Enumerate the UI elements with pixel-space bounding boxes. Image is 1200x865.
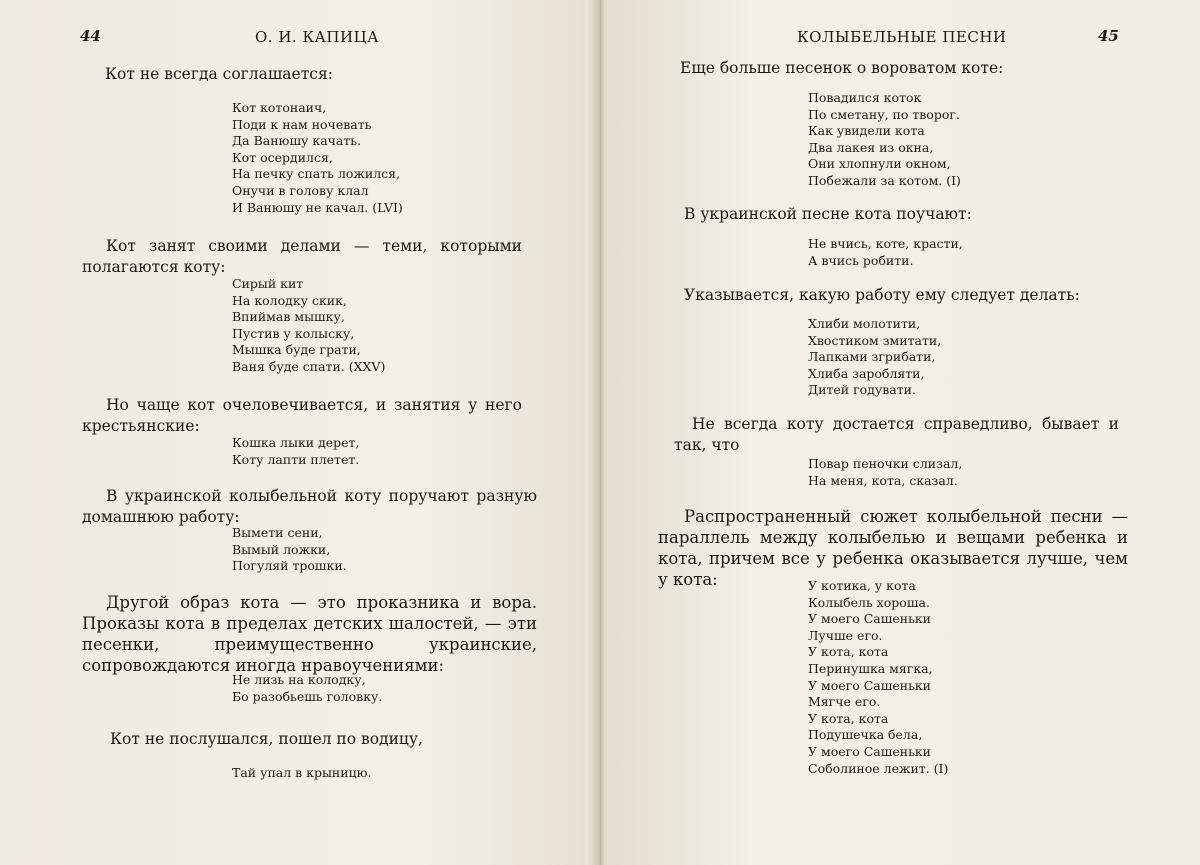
verse-line: Хвостиком змитати, bbox=[808, 332, 942, 348]
verse-line: И Ванюшу не качал. (LVI) bbox=[232, 199, 403, 215]
verse-line: Мягче его. bbox=[808, 694, 881, 710]
verse-line: На печку спать ложился, bbox=[232, 166, 401, 182]
verse-line: Колыбель хороша. bbox=[808, 594, 930, 610]
verse-line: Вымети сени, bbox=[232, 525, 323, 540]
verse-line: Побежали за котом. (I) bbox=[808, 172, 961, 188]
verse-line: Повар пеночки слизал, bbox=[808, 456, 963, 471]
verse-line: Кот котонаич, bbox=[232, 100, 327, 115]
left-paragraph-5: Другой образ кота — это проказника и вора. Проказы кота в пределах детских шалостей, — эти песенки, преимущественно украинские, сопровождаются иногда нравоучениями: bbox=[82, 593, 537, 675]
left-paragraph-6: Кот не послушался, пошел по водицу, bbox=[110, 730, 423, 748]
left-verse-5 bbox=[232, 672, 382, 705]
verse-line: Мышка буде грати, bbox=[232, 342, 361, 358]
verse-line: По сметану, по творог. bbox=[808, 106, 960, 122]
verse-line: Онучи в голову клал bbox=[232, 182, 369, 198]
right-verse-1 bbox=[808, 90, 961, 190]
verse-line: Коту лапти плетет. bbox=[232, 451, 360, 467]
verse-line: Как увидели кота bbox=[808, 123, 925, 139]
verse-line: Тай упал в крыницю. bbox=[232, 765, 372, 780]
verse-line: А вчись робити. bbox=[808, 252, 914, 268]
right-paragraph-5: Распространенный сюжет колыбельной песни — параллель между колыбелью и вещами ребенка и кота, причем все у ребенка оказывается лучше, чем у кота: bbox=[658, 507, 1128, 589]
verse-line: У кота, кота bbox=[808, 644, 889, 660]
right-page bbox=[604, 0, 1200, 865]
right-page-number: 45 bbox=[1098, 27, 1119, 45]
right-verse-4 bbox=[808, 456, 962, 489]
right-verse-5 bbox=[808, 578, 948, 777]
verse-line: Сирый кит bbox=[232, 276, 304, 291]
verse-line: Впиймав мышку, bbox=[232, 309, 345, 325]
verse-line: Кошка лыки дерет, bbox=[232, 435, 360, 450]
verse-line: На колодку скик, bbox=[232, 292, 347, 308]
verse-line: У моего Сашеньки bbox=[808, 611, 932, 627]
verse-line: Не вчись, коте, красти, bbox=[808, 236, 963, 251]
verse-line: Лучше его. bbox=[808, 627, 883, 643]
right-paragraph-4: Не всегда коту достается справедливо, бывает и так, что bbox=[674, 415, 1119, 454]
right-verse-3 bbox=[808, 316, 941, 399]
left-paragraph-2: Кот занят своими делами — теми, которыми полагаются коту: bbox=[82, 237, 522, 276]
left-page bbox=[0, 0, 596, 865]
left-page-number: 44 bbox=[80, 27, 101, 45]
right-paragraph-1: Еще больше песенок о вороватом коте: bbox=[680, 59, 1004, 77]
verse-line: У котика, у кота bbox=[808, 578, 916, 593]
verse-line: Дитей годувати. bbox=[808, 382, 916, 398]
verse-line: У моего Сашеньки bbox=[808, 743, 932, 759]
verse-line: У моего Сашеньки bbox=[808, 677, 932, 693]
left-verse-2 bbox=[232, 276, 385, 376]
verse-line: Перинушка мягка, bbox=[808, 660, 933, 676]
verse-line: Они хлопнули окном, bbox=[808, 156, 951, 172]
verse-line: Погуляй трошки. bbox=[232, 558, 347, 574]
verse-line: Да Ванюшу качать. bbox=[232, 133, 362, 149]
verse-line: Кот осердился, bbox=[232, 149, 333, 165]
verse-line: Хлиба заробляти, bbox=[808, 365, 925, 381]
verse-line: Подушечка бела, bbox=[808, 727, 923, 743]
verse-line: Пустив у колыску, bbox=[232, 325, 355, 341]
left-verse-1 bbox=[232, 100, 403, 216]
verse-line: Вымый ложки, bbox=[232, 541, 331, 557]
left-verse-3 bbox=[232, 435, 359, 468]
verse-line: Ваня буде спати. (XXV) bbox=[232, 358, 386, 374]
left-paragraph-1: Кот не всегда соглашается: bbox=[105, 65, 333, 83]
right-running-head: КОЛЫБЕЛЬНЫЕ ПЕСНИ bbox=[797, 28, 1007, 46]
verse-line: Поди к нам ночевать bbox=[232, 116, 372, 132]
verse-line: Лапками згрибати, bbox=[808, 349, 936, 365]
left-paragraph-4: В украинской колыбельной коту поручают разную домашнюю работу: bbox=[82, 487, 537, 526]
verse-line: У кота, кота bbox=[808, 710, 889, 726]
right-verse-2 bbox=[808, 236, 963, 269]
left-paragraph-3: Но чаще кот очеловечивается, и занятия у него крестьянские: bbox=[82, 396, 522, 435]
left-running-head: О. И. КАПИЦА bbox=[255, 28, 380, 46]
verse-line: На меня, кота, сказал. bbox=[808, 472, 958, 488]
right-paragraph-3: Указывается, какую работу ему следует делать: bbox=[684, 286, 1080, 304]
verse-line: Два лакея из окна, bbox=[808, 139, 934, 155]
left-verse-6 bbox=[232, 765, 371, 782]
verse-line: Соболиное лежит. (I) bbox=[808, 760, 949, 776]
verse-line: Бо разобьешь головку. bbox=[232, 688, 383, 704]
right-paragraph-2: В украинской песне кота поучают: bbox=[684, 205, 972, 223]
left-verse-4 bbox=[232, 525, 347, 575]
verse-line: Не лизь на колодку, bbox=[232, 672, 366, 687]
verse-line: Повадился коток bbox=[808, 90, 922, 105]
verse-line: Хлиби молотити, bbox=[808, 316, 921, 331]
